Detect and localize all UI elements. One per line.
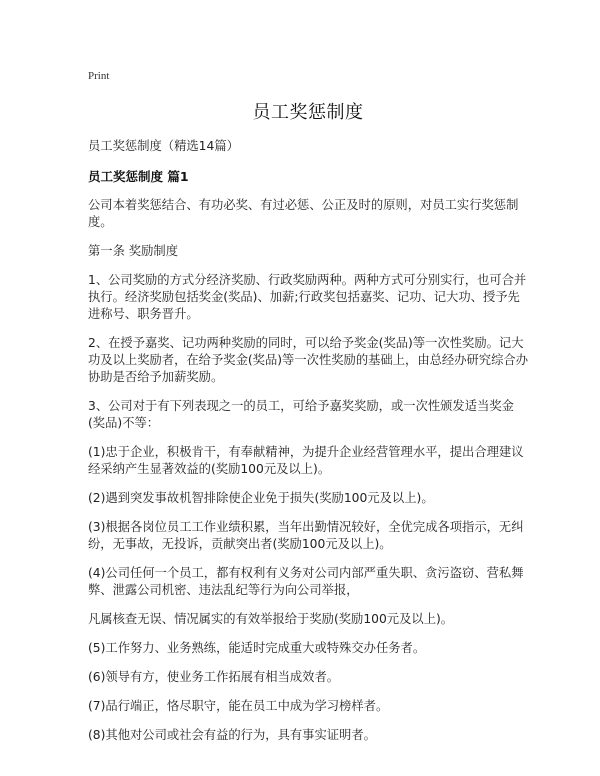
- article-heading: 第一条 奖励制度: [88, 244, 178, 258]
- document-title: 员工奖惩制度: [252, 102, 364, 123]
- document-page: [88, 70, 528, 756]
- paragraph-sub-1: (1)忠于企业，积极肯干，有奉献精神，为提升企业经营管理水平，提出合理建议经采纳产生显著效益的(奖励100元及以上)。: [88, 445, 524, 476]
- paragraph-intro: 公司本着奖惩结合、有功必奖、有过必惩、公正及时的原则，对员工实行奖惩制度。: [88, 198, 519, 229]
- paragraph-sub-2: (2)遇到突发事故机智排除使企业免于损失(奖励100元及以上)。: [88, 491, 434, 505]
- print-label[interactable]: Print: [88, 70, 110, 82]
- section-heading: 员工奖惩制度 篇1: [88, 169, 189, 184]
- paragraph-sub-7: (7)品行端正，恪尽职守，能在员工中成为学习榜样者。: [88, 699, 389, 713]
- paragraph-sub-4: (4)公司任何一个员工，都有权利有义务对公司内部严重失职、贪污盗窃、营私舞弊、泄露公司机密、违法乱纪等行为向公司举报，: [88, 566, 524, 597]
- document-subtitle: 员工奖惩制度（精选14篇）: [88, 139, 239, 153]
- paragraph-item-1: 1、公司奖励的方式分经济奖励、行政奖励两种。两种方式可分别实行，也可合并执行。经济奖励包括奖金(奖品)、加薪;行政奖包括嘉奖、记功、记大功、授予先进称号、职务晋升。: [88, 273, 527, 321]
- paragraph-sub-8: (8)其他对公司或社会有益的行为，具有事实证明者。: [88, 728, 376, 742]
- paragraph-sub-6: (6)领导有方，使业务工作拓展有相当成效者。: [88, 670, 340, 684]
- paragraph-item-2: 2、在授予嘉奖、记功两种奖励的同时，可以给予奖金(奖品)等一次性奖励。记大功及以上奖励者，在给予奖金(奖品)等一次性奖励的基础上，由总经办研究综合办协助是否给予加薪奖励。: [88, 336, 528, 384]
- paragraph-sub-4-cont: 凡属核查无误、情况属实的有效举报给于奖励(奖励100元及以上)。: [88, 612, 454, 626]
- paragraph-sub-5: (5)工作努力、业务熟练，能适时完成重大或特殊交办任务者。: [88, 641, 426, 655]
- paragraph-sub-3: (3)根据各岗位员工工作业绩积累，当年出勤情况较好，全优完成各项指示，无纠纷，无事故，无投诉，贡献突出者(奖励100元及以上)。: [88, 520, 524, 551]
- paragraph-item-3: 3、公司对于有下列表现之一的员工，可给予嘉奖奖励，或一次性颁发适当奖金(奖品)不等：: [88, 399, 514, 430]
